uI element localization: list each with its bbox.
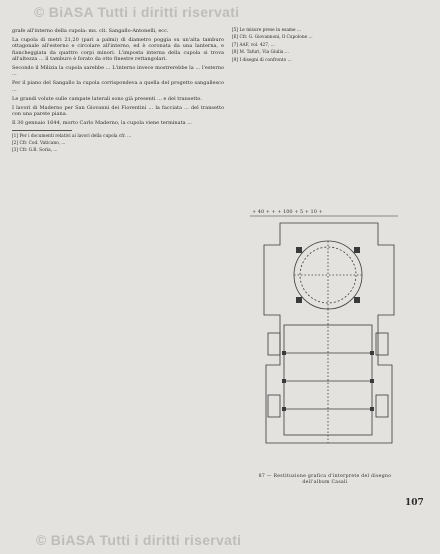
body-paragraph: Secondo il Milizia la cupola sarebbe ... L'interno invece mostrerebbe la ... l'esterno ... [12,65,224,78]
footnote: [3] Cfr. G.B. Soria, ... [12,148,58,154]
watermark-bottom: © BiASA Tutti i diritti riservati [36,532,242,548]
floor-plan-figure [238,205,418,465]
body-paragraph: I lavori di Maderno per San Giovanni dei Fiorentini ... la facciata ... del transetto con una parete piana. [12,105,224,118]
footnote: [2] Cfr. Cod. Vaticano, ... [12,141,66,147]
left-text-column [12,28,224,156]
footnote: [7] AAF, vol. 427, ... [232,42,275,48]
right-notes-column [232,28,428,65]
body-paragraph: La cupola di metri 21,20 (pari a palmi) di diametro poggia su un'alta tamburo ottagonale all'esterno e circolare all'interno, ed è coronata da una lanterna, e fiancheggiata da quattro corpi minori. L'imposta interna della cupola si trova all'altezza ... il tamburo è forato da otto finestre rettangolari. [12,37,224,62]
body-paragraph: Il 30 gennaio 1644, morto Carlo Maderno, la cupola viene terminata ... [12,120,192,127]
page-number: 107 [405,498,424,508]
footnote: [5] Le misure prese in esame ... [232,28,301,33]
body-paragraph: Per il piano del Sangallo la cupola corrispondeva a quella del progetto sangallesco ... [12,80,224,93]
floor-plan-drawing [238,205,418,465]
body-paragraph: Le grandi volute sulle campate laterali sono già presenti ... e del transetto. [12,95,202,102]
scale-label: + 40 + + + 100 + 5 + 10 + [252,209,323,215]
footnote: [8] M. Tafuri, Via Giulia ... [232,50,289,56]
figure-caption: 87 — Restituzione grafica d'interprete del disegno dell'album Casali [258,474,392,485]
footnote-divider [12,130,72,131]
watermark-top: © BiASA Tutti i diritti riservati [34,4,240,20]
footnote: [9] I disegni di confronto ... [232,57,292,63]
footnote: [1] Per i documenti relativi ai lavori della cupola cfr. ... [12,133,132,139]
body-paragraph: grafe all'interno della cupola: ms. cit. Sangallo-Antonelli, ecc. [12,28,169,34]
footnote: [6] Cfr. G. Giovannoni, Il Cupolone ... [232,35,313,41]
